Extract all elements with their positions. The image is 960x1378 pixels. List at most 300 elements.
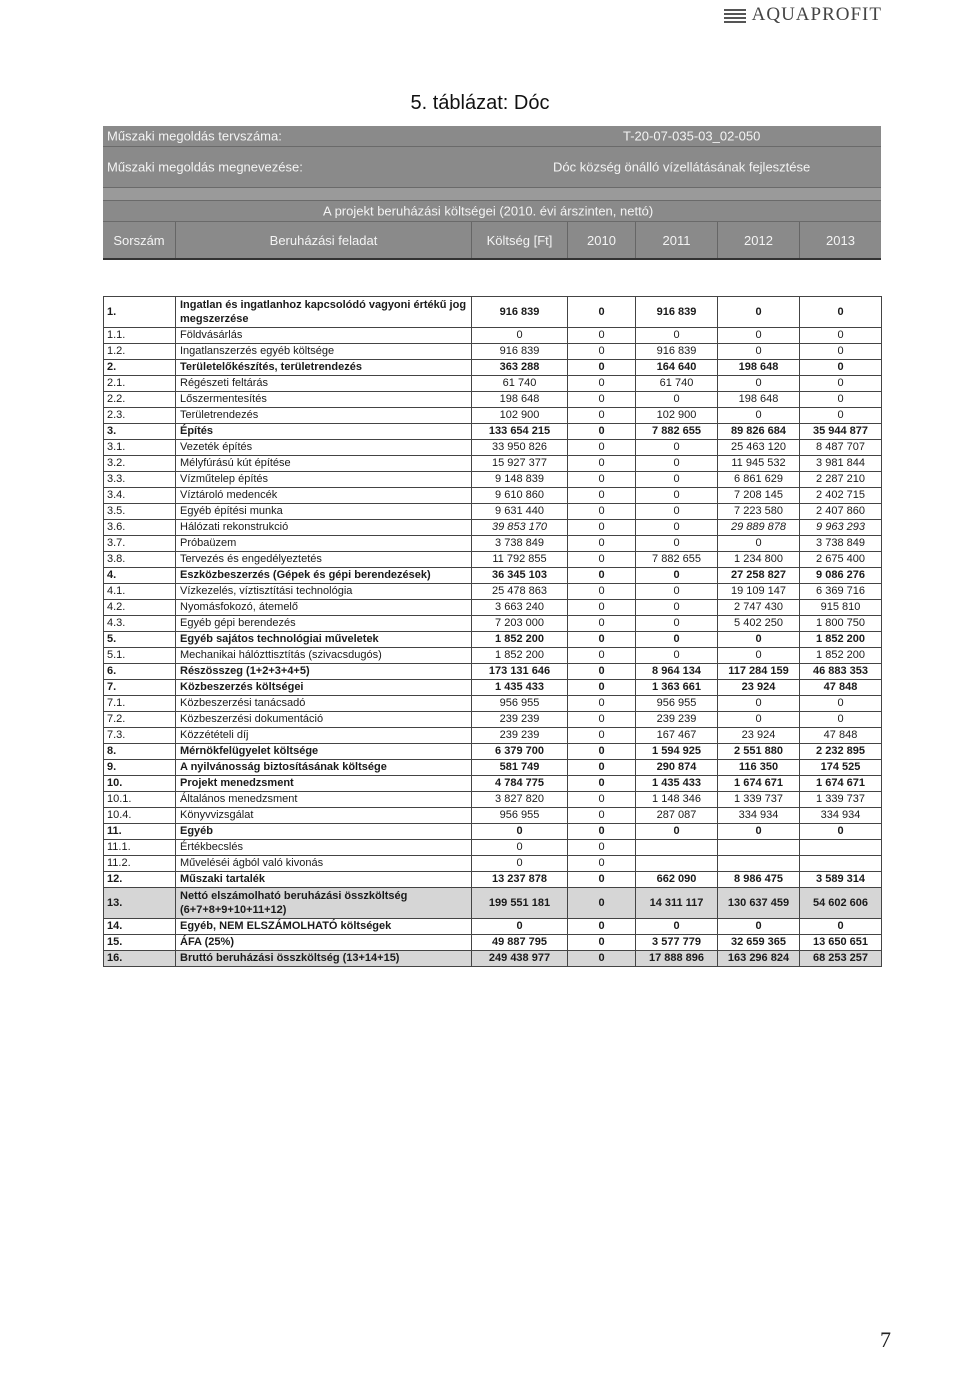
- row-number: 3.5.: [104, 504, 176, 520]
- row-2011: 290 874: [636, 760, 718, 776]
- row-2010: 0: [568, 872, 636, 888]
- row-2012: 7 223 580: [718, 504, 800, 520]
- row-2013: 6 369 716: [800, 584, 882, 600]
- row-2010: 0: [568, 856, 636, 872]
- column-header-row: [103, 222, 881, 260]
- row-2012: 23 924: [718, 728, 800, 744]
- row-number: 2.: [104, 360, 176, 376]
- row-2010: 0: [568, 568, 636, 584]
- row-2011: 662 090: [636, 872, 718, 888]
- row-number: 4.3.: [104, 616, 176, 632]
- row-2010: 0: [568, 408, 636, 424]
- row-cost: 6 379 700: [472, 744, 568, 760]
- row-2011: 0: [636, 440, 718, 456]
- row-2010: 0: [568, 520, 636, 536]
- row-2013: 2 232 895: [800, 744, 882, 760]
- row-2011: 14 311 117: [636, 888, 718, 919]
- row-2013: 0: [800, 712, 882, 728]
- row-2011: 17 888 896: [636, 951, 718, 967]
- row-task: Területelőkészítés, területrendezés: [176, 360, 472, 376]
- row-cost: 9 148 839: [472, 472, 568, 488]
- col-2013: 2013: [799, 222, 881, 258]
- row-2012: 27 258 827: [718, 568, 800, 584]
- row-number: 3.1.: [104, 440, 176, 456]
- row-2012: 0: [718, 712, 800, 728]
- row-2013: 1 800 750: [800, 616, 882, 632]
- code-value: T-20-07-035-03_02-050: [623, 128, 761, 144]
- row-2011: 0: [636, 392, 718, 408]
- row-2010: 0: [568, 360, 636, 376]
- row-task: Mechanikai hálózttisztítás (szivacsdugós): [176, 648, 472, 664]
- row-2012: 0: [718, 632, 800, 648]
- header-cost-title-row: [103, 201, 881, 222]
- row-2013: 0: [800, 696, 882, 712]
- row-2011: 0: [636, 648, 718, 664]
- row-2011: 0: [636, 616, 718, 632]
- row-2011: 7 882 655: [636, 552, 718, 568]
- row-cost: 199 551 181: [472, 888, 568, 919]
- table-header: [103, 126, 881, 260]
- row-2010: 0: [568, 297, 636, 328]
- row-2012: 1 674 671: [718, 776, 800, 792]
- row-2012: 0: [718, 696, 800, 712]
- row-number: 1.1.: [104, 328, 176, 344]
- row-task: Közbeszerzési tanácsadó: [176, 696, 472, 712]
- row-2013: 13 650 651: [800, 935, 882, 951]
- row-task: Víztároló medencék: [176, 488, 472, 504]
- row-number: 6.: [104, 664, 176, 680]
- row-number: 3.6.: [104, 520, 176, 536]
- row-2013: 1 852 200: [800, 648, 882, 664]
- table-row: [104, 872, 882, 888]
- row-2012: 1 339 737: [718, 792, 800, 808]
- row-2013: 2 402 715: [800, 488, 882, 504]
- row-2013: 0: [800, 919, 882, 935]
- row-2012: 11 945 532: [718, 456, 800, 472]
- row-number: 16.: [104, 951, 176, 967]
- row-2012: 8 986 475: [718, 872, 800, 888]
- row-2010: 0: [568, 776, 636, 792]
- page-number: 7: [880, 1327, 891, 1352]
- row-task: Nyomásfokozó, átemelő: [176, 600, 472, 616]
- row-2011: 164 640: [636, 360, 718, 376]
- table-row: [104, 504, 882, 520]
- row-2010: 0: [568, 712, 636, 728]
- row-2013: 54 602 606: [800, 888, 882, 919]
- row-number: 14.: [104, 919, 176, 935]
- row-cost: 0: [472, 856, 568, 872]
- row-2011: 287 087: [636, 808, 718, 824]
- row-cost: 7 203 000: [472, 616, 568, 632]
- row-task: Részösszeg (1+2+3+4+5): [176, 664, 472, 680]
- row-number: 7.2.: [104, 712, 176, 728]
- row-2010: 0: [568, 760, 636, 776]
- row-2011: 1 363 661: [636, 680, 718, 696]
- row-task: ÁFA (25%): [176, 935, 472, 951]
- header-spacer: [103, 188, 881, 201]
- row-cost: 1 435 433: [472, 680, 568, 696]
- row-2010: 0: [568, 392, 636, 408]
- table-title: 5. táblázat: Dóc: [410, 92, 550, 114]
- row-2013: 0: [800, 824, 882, 840]
- logo-mark-icon: [724, 7, 746, 23]
- row-2010: 0: [568, 680, 636, 696]
- table-row: [104, 568, 882, 584]
- row-2012: 130 637 459: [718, 888, 800, 919]
- row-2011: 0: [636, 536, 718, 552]
- row-cost: 3 738 849: [472, 536, 568, 552]
- table-row: [104, 951, 882, 967]
- row-2011: 0: [636, 488, 718, 504]
- row-cost: 39 853 170: [472, 520, 568, 536]
- row-2012: 0: [718, 376, 800, 392]
- row-number: 13.: [104, 888, 176, 919]
- row-2012: 0: [718, 536, 800, 552]
- row-number: 2.2.: [104, 392, 176, 408]
- row-task: Mérnökfelügyelet költsége: [176, 744, 472, 760]
- row-cost: 0: [472, 824, 568, 840]
- table-row: [104, 856, 882, 872]
- row-2013: 1 674 671: [800, 776, 882, 792]
- table-row: [104, 632, 882, 648]
- row-2011: 916 839: [636, 297, 718, 328]
- row-number: 7.: [104, 680, 176, 696]
- table-row: [104, 600, 882, 616]
- row-2013: 334 934: [800, 808, 882, 824]
- row-2010: 0: [568, 664, 636, 680]
- row-cost: 9 631 440: [472, 504, 568, 520]
- row-number: 4.2.: [104, 600, 176, 616]
- table-row: [104, 744, 882, 760]
- row-2013: 47 848: [800, 680, 882, 696]
- row-task: Földvásárlás: [176, 328, 472, 344]
- row-2013: 8 487 707: [800, 440, 882, 456]
- row-task: Vízkezelés, víztisztítási technológia: [176, 584, 472, 600]
- row-task: Ingatlan és ingatlanhoz kapcsolódó vagyoni értékű jog megszerzése: [176, 297, 472, 328]
- row-cost: 3 827 820: [472, 792, 568, 808]
- row-2010: 0: [568, 472, 636, 488]
- row-2013: 2 675 400: [800, 552, 882, 568]
- row-2012: 116 350: [718, 760, 800, 776]
- row-2013: 915 810: [800, 600, 882, 616]
- row-task: Területrendezés: [176, 408, 472, 424]
- company-logo: [724, 4, 882, 26]
- row-2011: 7 882 655: [636, 424, 718, 440]
- table-row: [104, 520, 882, 536]
- row-2010: 0: [568, 728, 636, 744]
- row-number: 1.2.: [104, 344, 176, 360]
- row-2012: 0: [718, 344, 800, 360]
- header-code-row: [103, 126, 881, 147]
- row-number: 10.1.: [104, 792, 176, 808]
- col-2010: 2010: [567, 222, 635, 258]
- row-2013: 68 253 257: [800, 951, 882, 967]
- row-cost: 239 239: [472, 712, 568, 728]
- row-cost: 33 950 826: [472, 440, 568, 456]
- row-2010: 0: [568, 919, 636, 935]
- row-task: Hálózati rekonstrukció: [176, 520, 472, 536]
- row-cost: 133 654 215: [472, 424, 568, 440]
- col-2011: 2011: [635, 222, 717, 258]
- row-task: Értékbecslés: [176, 840, 472, 856]
- row-cost: 102 900: [472, 408, 568, 424]
- row-number: 4.1.: [104, 584, 176, 600]
- table-row: [104, 680, 882, 696]
- row-2013: 1 852 200: [800, 632, 882, 648]
- row-2011: [636, 856, 718, 872]
- row-task: Mélyfúrású kút építése: [176, 456, 472, 472]
- row-cost: 198 648: [472, 392, 568, 408]
- row-cost: 916 839: [472, 297, 568, 328]
- row-task: Műszaki tartalék: [176, 872, 472, 888]
- row-2012: 198 648: [718, 392, 800, 408]
- row-2012: 0: [718, 824, 800, 840]
- row-number: 3.8.: [104, 552, 176, 568]
- row-2013: 2 407 860: [800, 504, 882, 520]
- row-2010: 0: [568, 744, 636, 760]
- row-2011: 1 435 433: [636, 776, 718, 792]
- row-cost: 49 887 795: [472, 935, 568, 951]
- cost-table: [103, 296, 882, 967]
- row-2010: 0: [568, 696, 636, 712]
- row-2010: 0: [568, 504, 636, 520]
- row-2010: 0: [568, 344, 636, 360]
- row-2010: 0: [568, 951, 636, 967]
- row-2013: 2 287 210: [800, 472, 882, 488]
- row-2013: 9 963 293: [800, 520, 882, 536]
- row-2013: 9 086 276: [800, 568, 882, 584]
- row-2012: 334 934: [718, 808, 800, 824]
- table-row: [104, 648, 882, 664]
- table-row: [104, 536, 882, 552]
- row-number: 3.4.: [104, 488, 176, 504]
- row-2011: 167 467: [636, 728, 718, 744]
- row-2011: 8 964 134: [636, 664, 718, 680]
- row-task: Közbeszerzés költségei: [176, 680, 472, 696]
- row-cost: 36 345 103: [472, 568, 568, 584]
- row-2010: 0: [568, 888, 636, 919]
- row-2011: 0: [636, 328, 718, 344]
- row-2013: 0: [800, 392, 882, 408]
- row-number: 10.: [104, 776, 176, 792]
- row-number: 3.2.: [104, 456, 176, 472]
- row-2012: 0: [718, 648, 800, 664]
- row-number: 2.1.: [104, 376, 176, 392]
- row-2013: 46 883 353: [800, 664, 882, 680]
- row-number: 5.: [104, 632, 176, 648]
- row-2010: 0: [568, 536, 636, 552]
- row-cost: 956 955: [472, 696, 568, 712]
- row-2010: 0: [568, 840, 636, 856]
- row-2011: [636, 840, 718, 856]
- row-cost: 1 852 200: [472, 648, 568, 664]
- row-cost: 9 610 860: [472, 488, 568, 504]
- row-2012: 32 659 365: [718, 935, 800, 951]
- header-name-row: [103, 147, 881, 188]
- row-number: 8.: [104, 744, 176, 760]
- table-row: [104, 792, 882, 808]
- row-cost: 916 839: [472, 344, 568, 360]
- row-2010: 0: [568, 648, 636, 664]
- row-task: Közzétételi díj: [176, 728, 472, 744]
- row-2010: 0: [568, 456, 636, 472]
- row-cost: 3 663 240: [472, 600, 568, 616]
- row-task: Lőszermentesítés: [176, 392, 472, 408]
- row-cost: 956 955: [472, 808, 568, 824]
- code-label: Műszaki megoldás tervszáma:: [107, 128, 282, 144]
- row-2010: 0: [568, 584, 636, 600]
- row-2010: 0: [568, 632, 636, 648]
- row-task: Közbeszerzési dokumentáció: [176, 712, 472, 728]
- row-number: 3.: [104, 424, 176, 440]
- table-row: [104, 824, 882, 840]
- row-number: 11.2.: [104, 856, 176, 872]
- row-2013: 0: [800, 344, 882, 360]
- table-row: [104, 840, 882, 856]
- row-2013: 1 339 737: [800, 792, 882, 808]
- col-sorszam: Sorszám: [113, 232, 165, 248]
- table-row: [104, 360, 882, 376]
- table-row: [104, 456, 882, 472]
- row-cost: 173 131 646: [472, 664, 568, 680]
- row-2011: 102 900: [636, 408, 718, 424]
- row-cost: 0: [472, 919, 568, 935]
- row-2012: 0: [718, 328, 800, 344]
- row-2011: 956 955: [636, 696, 718, 712]
- cost-table-body: [104, 297, 882, 967]
- row-task: Próbaüzem: [176, 536, 472, 552]
- col-feladat: Beruházási feladat: [175, 222, 471, 258]
- row-2011: 1 594 925: [636, 744, 718, 760]
- row-2011: 0: [636, 632, 718, 648]
- row-cost: 249 438 977: [472, 951, 568, 967]
- row-2013: 174 525: [800, 760, 882, 776]
- row-task: Vízműtelep építés: [176, 472, 472, 488]
- row-2012: [718, 856, 800, 872]
- table-row: [104, 408, 882, 424]
- row-cost: 15 927 377: [472, 456, 568, 472]
- table-row: [104, 616, 882, 632]
- row-task: Eszközbeszerzés (Gépek és gépi berendezések): [176, 568, 472, 584]
- row-2012: 7 208 145: [718, 488, 800, 504]
- table-row: [104, 664, 882, 680]
- row-cost: 13 237 878: [472, 872, 568, 888]
- row-2011: 0: [636, 568, 718, 584]
- table-row: [104, 776, 882, 792]
- row-2013: [800, 856, 882, 872]
- table-row: [104, 328, 882, 344]
- row-2013: 3 981 844: [800, 456, 882, 472]
- table-row: [104, 297, 882, 328]
- row-number: 7.3.: [104, 728, 176, 744]
- col-koltseg: Költség [Ft]: [471, 222, 567, 258]
- row-2013: 3 738 849: [800, 536, 882, 552]
- row-2011: 3 577 779: [636, 935, 718, 951]
- row-2011: 0: [636, 504, 718, 520]
- row-2010: 0: [568, 616, 636, 632]
- row-number: 3.7.: [104, 536, 176, 552]
- row-cost: 581 749: [472, 760, 568, 776]
- table-row: [104, 376, 882, 392]
- row-2012: 0: [718, 919, 800, 935]
- row-task: Vezeték építés: [176, 440, 472, 456]
- table-row: [104, 696, 882, 712]
- row-2012: 163 296 824: [718, 951, 800, 967]
- table-row: [104, 584, 882, 600]
- row-task: Általános menedzsment: [176, 792, 472, 808]
- row-2010: 0: [568, 600, 636, 616]
- row-2013: 47 848: [800, 728, 882, 744]
- row-cost: 25 478 863: [472, 584, 568, 600]
- table-row: [104, 392, 882, 408]
- row-2010: 0: [568, 424, 636, 440]
- row-cost: 363 288: [472, 360, 568, 376]
- row-2013: [800, 840, 882, 856]
- row-number: 12.: [104, 872, 176, 888]
- table-row: [104, 440, 882, 456]
- row-2012: 89 826 684: [718, 424, 800, 440]
- row-2010: 0: [568, 440, 636, 456]
- row-2011: 239 239: [636, 712, 718, 728]
- row-2012: 1 234 800: [718, 552, 800, 568]
- row-number: 9.: [104, 760, 176, 776]
- row-2012: 23 924: [718, 680, 800, 696]
- row-2011: 0: [636, 472, 718, 488]
- row-2011: 0: [636, 919, 718, 935]
- row-task: Bruttó beruházási összköltség (13+14+15): [176, 951, 472, 967]
- table-row: [104, 552, 882, 568]
- row-task: Nettó elszámolható beruházási összköltség (6+7+8+9+10+11+12): [176, 888, 472, 919]
- row-number: 2.3.: [104, 408, 176, 424]
- row-2010: 0: [568, 808, 636, 824]
- name-value: Dóc község önálló vízellátásának fejlesztése: [553, 159, 811, 175]
- row-number: 11.1.: [104, 840, 176, 856]
- row-task: Egyéb sajátos technológiai műveletek: [176, 632, 472, 648]
- row-task: Egyéb gépi berendezés: [176, 616, 472, 632]
- row-cost: 11 792 855: [472, 552, 568, 568]
- table-row: [104, 728, 882, 744]
- col-2012: 2012: [717, 222, 799, 258]
- row-2010: 0: [568, 792, 636, 808]
- row-2012: 25 463 120: [718, 440, 800, 456]
- row-2011: 0: [636, 584, 718, 600]
- row-number: 15.: [104, 935, 176, 951]
- row-task: Projekt menedzsment: [176, 776, 472, 792]
- row-2013: 0: [800, 360, 882, 376]
- row-task: Ingatlanszerzés egyéb költsége: [176, 344, 472, 360]
- row-2012: 2 551 880: [718, 744, 800, 760]
- row-task: Régészeti feltárás: [176, 376, 472, 392]
- row-2012: 2 747 430: [718, 600, 800, 616]
- row-task: Egyéb: [176, 824, 472, 840]
- table-row: [104, 888, 882, 919]
- row-number: 4.: [104, 568, 176, 584]
- row-number: 3.3.: [104, 472, 176, 488]
- row-2012: 198 648: [718, 360, 800, 376]
- row-cost: 0: [472, 840, 568, 856]
- row-2010: 0: [568, 376, 636, 392]
- row-2010: 0: [568, 552, 636, 568]
- row-2011: 61 740: [636, 376, 718, 392]
- row-task: Egyéb építési munka: [176, 504, 472, 520]
- row-2012: [718, 840, 800, 856]
- row-number: 10.4.: [104, 808, 176, 824]
- row-cost: 4 784 775: [472, 776, 568, 792]
- row-2010: 0: [568, 935, 636, 951]
- cost-title: A projekt beruházási költségei (2010. évi árszinten, nettó): [323, 203, 654, 219]
- row-task: Műveléséi ágból való kivonás: [176, 856, 472, 872]
- row-2011: 0: [636, 456, 718, 472]
